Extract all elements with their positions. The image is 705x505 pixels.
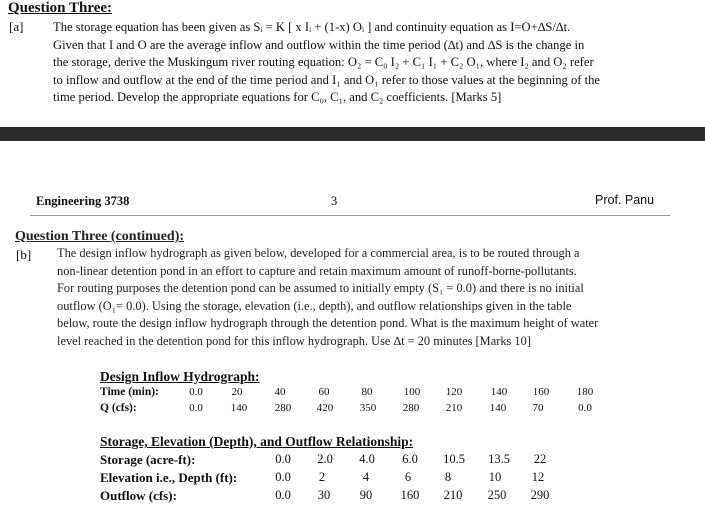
elevation-cell: 0.0 [275,470,291,484]
q-cell: 280 [402,402,420,414]
elevation-cell: 12 [531,470,545,484]
outflow-cell: 30 [317,488,331,502]
q-cell: 70 [532,402,544,414]
storage-cell: 22 [533,452,547,466]
outflow-cell: 160 [400,488,420,502]
time-cell: 100 [403,386,421,398]
course-name: Engineering 3738 [36,194,130,208]
part-a-label: [a] [9,19,24,34]
elevation-cell: 4 [362,470,370,484]
q-cell: 0.0 [189,402,203,414]
part-a-line-3: the storage, derive the Muskingum river routing equation: O₂ = C₀ I₂ + C₁ I₁ + C₂ O₁, where I₂ and O₂ refer [53,55,594,70]
part-a-text [53,19,698,107]
outflow-cell: 290 [530,488,550,502]
part-a-line-5: time period. Develop the appropriate equations for C₀, C₁, and C₂ coefficients. [Marks 5] [53,90,502,105]
part-a-line-1: The storage equation has been given as Sᵢ = K [ x Iᵢ + (1-x) Oᵢ ] and continuity equation as I=O+∆S/∆t. [53,20,571,34]
elevation-cell: 10 [488,470,502,484]
time-cell: 140 [490,386,508,398]
page-number: 3 [331,194,338,208]
part-b-line-3: For routing purposes the detention pond can be assumed to initially empty (S₁ = 0.0) and there is no initial [57,281,584,296]
footer-rule [30,215,670,216]
storage-cell: 4.0 [359,452,375,466]
part-b-line-4: outflow (O₁= 0.0). Using the storage, elevation (i.e., depth), and outflow relationships given in the table [57,298,572,313]
storage-cell: 0.0 [275,452,291,466]
time-cell: 20 [231,386,243,398]
time-cell: 40 [274,386,286,398]
question-three-heading: Question Three: [8,0,113,16]
elevation-row-label: Elevation i.e., Depth (ft): [100,470,238,485]
part-a-line-4: to inflow and outflow at the end of the time period and I₁ and O₁ refer to those values at the beginning of the [53,72,601,87]
q-cell: 140 [489,402,507,414]
elevation-cell: 2 [318,470,326,484]
part-b-line-2: non-linear detention pond in an effort to capture and retain maximum amount of runoff-borne-pollutants. [57,263,577,278]
storage-cell: 10.5 [443,452,465,466]
outflow-cell: 210 [443,488,463,502]
q-cell: 0.0 [578,402,592,414]
outflow-row-label: Outflow (cfs): [100,488,177,503]
time-cell: 120 [445,386,463,398]
part-b-text [57,245,691,351]
part-b-line-5: below, route the design inflow hydrograph through the detention pond. What is the maximum height of water [57,316,599,331]
elevation-cell: 6 [404,470,412,484]
q-cell: 210 [445,402,463,414]
time-cell: 80 [361,386,373,398]
time-cell: 0.0 [189,386,203,398]
q-row-label: Q (cfs): [100,402,137,414]
storage-table-title: Storage, Elevation (Depth), and Outflow Relationship: [100,434,414,449]
storage-cell: 2.0 [317,452,333,466]
author-name: Prof. Panu [595,193,655,207]
storage-row-label: Storage (acre-ft): [100,452,196,467]
question-three-continued-heading: Question Three (continued): [15,229,185,244]
time-row-label: Time (min): [100,386,159,398]
part-b-label: [b] [16,247,32,262]
outflow-cell: 0.0 [275,488,291,502]
storage-cell: 13.5 [488,452,510,466]
q-cell: 140 [230,402,248,414]
page-divider [0,127,705,141]
outflow-cell: 90 [359,488,373,502]
outflow-cell: 250 [487,488,507,502]
time-cell: 60 [318,386,330,398]
storage-cell: 6.0 [402,452,418,466]
part-b-line-6: level reached in the detention pond for this inflow hydrograph. Use ∆t = 20 minutes [Marks 10] [57,333,531,348]
q-cell: 420 [316,402,334,414]
part-b-line-1: The design inflow hydrograph as given below, developed for a commercial area, is to be routed through a [57,246,580,260]
hydrograph-title: Design Inflow Hydrograph: [100,369,260,384]
q-cell: 350 [359,402,377,414]
q-cell: 280 [274,402,292,414]
time-cell: 160 [532,386,550,398]
part-a-line-2: Given that I and O are the average inflow and outflow within the time period (∆t) and ∆S is the change in [53,37,585,52]
elevation-cell: 8 [444,470,452,484]
time-cell: 180 [576,386,594,398]
